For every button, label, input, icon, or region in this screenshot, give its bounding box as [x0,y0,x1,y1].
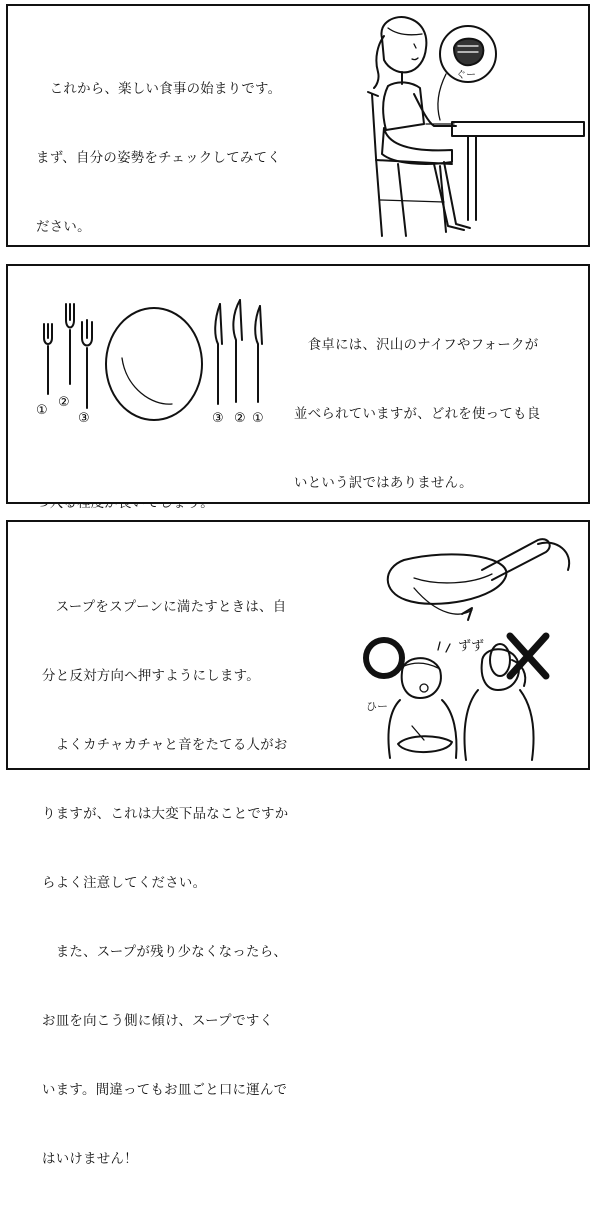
text-line: ださい。 [36,220,91,235]
position-number: ② [58,395,70,410]
position-number: ① [36,403,48,418]
position-number: ③ [212,411,224,426]
text-line: まず、自分の姿勢をチェックしてみてく [36,151,281,166]
fork-icon [44,324,52,394]
seated-girl-illustration [348,14,588,246]
position-number: ② [234,411,246,426]
slurp-sound-text: ずず [458,639,485,654]
text-line: 並べられていますが、どれを使っても良 [294,407,541,422]
soup-manners-illustration [342,530,586,766]
text-line: これから、楽しい食事の始まりです。 [36,82,282,97]
fist-sound-text: ぐー [456,70,476,81]
text-line: 食卓には、沢山のナイフやフォークが [294,338,539,353]
text-line: よくカチャカチャと音をたてる人がお [42,738,288,753]
text-line: りますが、これは大変下品なことですか [42,807,289,822]
text-line: らよく注意してください。 [42,876,207,891]
text-line: 分と反対方向へ押すようにします。 [42,669,260,684]
fork-icon [66,304,74,384]
text-line: また、スープが残り少なくなったら、 [42,945,288,960]
soup-panel [6,520,590,1167]
plate-icon [106,308,202,420]
soup-text [42,550,288,1217]
knife-icon [255,306,262,402]
cutlery-panel [6,264,590,504]
fork-icon [82,320,92,408]
text-line: スープをスプーンに満たすときは、自 [42,600,287,615]
text-line: お皿を向こう側に傾け、スープですく [42,1014,274,1029]
knife-icon [233,300,242,402]
correct-mark-icon [366,640,402,676]
sound-effect-text: ひー [366,700,388,713]
text-line: はいけません！ [42,1152,138,1167]
text-line: いという訳ではありません。 [294,476,473,491]
knife-icon [215,304,222,404]
posture-panel [6,4,590,247]
position-number: ③ [78,411,90,426]
position-number: ① [252,411,264,426]
table-setting-illustration [22,284,284,444]
text-line: います。間違ってもお皿ごと口に運んで [42,1083,288,1098]
